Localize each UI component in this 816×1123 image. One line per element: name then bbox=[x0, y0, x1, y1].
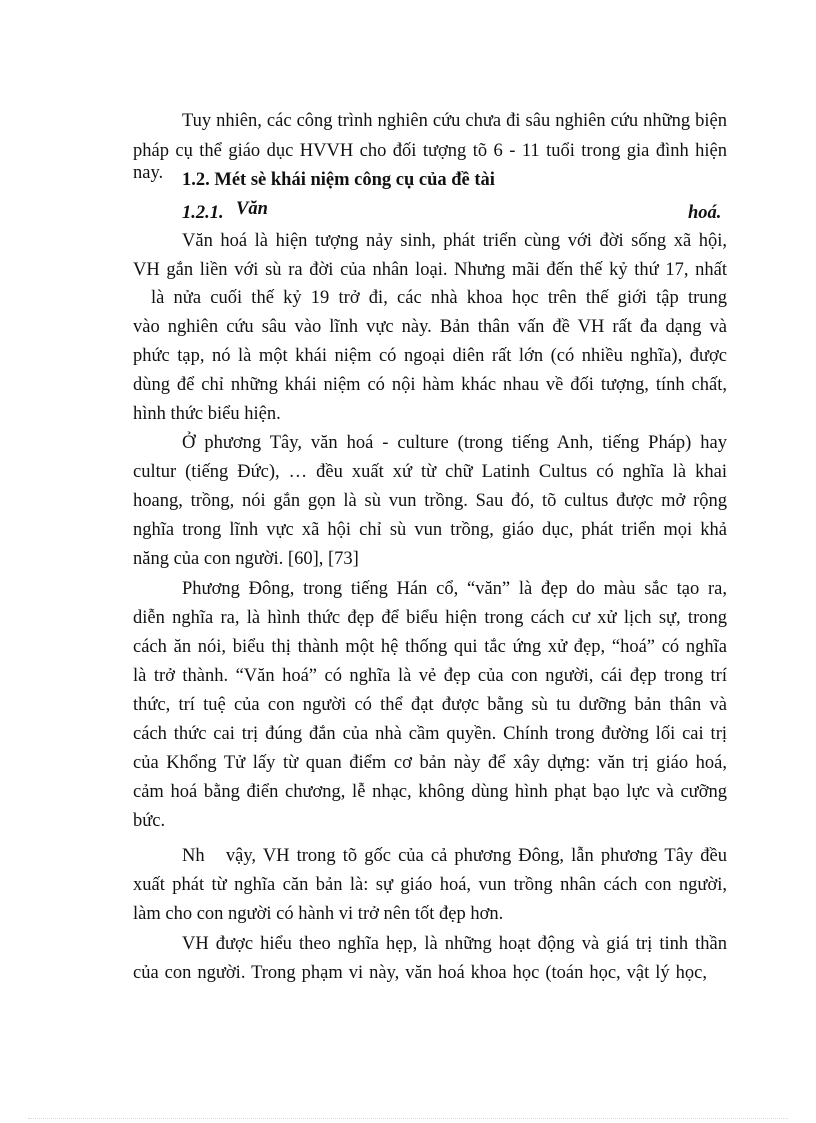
body-text-line: VH gắn liền với sù ra đời của nhân loại. Nhưng mãi đến thế kỷ thứ 17, nhất bbox=[133, 260, 727, 280]
body-text-line: là nửa cuối thế kỷ 19 trở đi, các nhà khoa học trên thế giới tập trung bbox=[151, 288, 727, 308]
body-text-line: thức, trí tuệ của con người có thể đạt được bằng sù tu dưỡng bản thân và bbox=[133, 695, 727, 715]
body-text-line: xuất phát từ nghĩa căn bản là: sự giáo hoá, vun trồng nhân cách con người, bbox=[133, 875, 727, 895]
body-text-line: Nh vậy, VH trong tõ gốc của cả phương Đông, lẫn phương Tây đều bbox=[182, 846, 727, 866]
body-text-line: Phương Đông, trong tiếng Hán cổ, “văn” là đẹp do màu sắc tạo ra, bbox=[182, 579, 727, 599]
page-bottom-divider bbox=[28, 1118, 788, 1119]
body-text-line: làm cho con người có hành vi trở nên tốt đẹp hơn. bbox=[133, 904, 504, 924]
body-text-line: hình thức biểu hiện. bbox=[133, 404, 281, 424]
body-text-line: dùng để chỉ những khái niệm có nội hàm khác nhau về đối tượng, tính chất, bbox=[133, 375, 727, 395]
body-text-line: của Khổng Tử lấy từ quan điểm cơ bản này để xây dựng: văn trị giáo hoá, bbox=[133, 753, 727, 773]
body-text-line: diễn nghĩa ra, là hình thức đẹp để biểu hiện trong cách cư xử lịch sự, trong bbox=[133, 608, 727, 628]
section-heading: 1.2. Mét sè khái niệm công cụ của đề tài bbox=[182, 170, 495, 190]
body-text-line: bức. bbox=[133, 811, 166, 831]
body-text-line: của con người. Trong phạm vi này, văn hoá khoa học (toán học, vật lý học, bbox=[133, 963, 707, 983]
subsection-title-word: hoá. bbox=[688, 203, 722, 223]
body-text-line: vào nghiên cứu sâu vào lĩnh vực này. Bản thân vấn đề VH rất đa dạng và bbox=[133, 317, 727, 337]
body-text-line: cách thức cai trị đúng đắn của nhà cầm quyền. Chính trong đường lối cai trị bbox=[133, 724, 727, 744]
body-text-line: cảm hoá bằng điển chương, lễ nhạc, không dùng hình phạt bạo lực và cưỡng bbox=[133, 782, 727, 802]
body-text-line: Tuy nhiên, các công trình nghiên cứu chưa đi sâu nghiên cứu những biện bbox=[182, 111, 727, 131]
body-text-line: phức tạp, nó là một khái niệm có ngoại diên rất lớn (có nhiều nghĩa), được bbox=[133, 346, 727, 366]
body-text-line: là trở thành. “Văn hoá” có nghĩa là vẻ đẹp của con người, cái đẹp trong trí bbox=[133, 666, 727, 686]
body-text-line: năng của con người. [60], [73] bbox=[133, 549, 359, 569]
body-text-line: pháp cụ thể giáo dục HVVH cho đối tượng tõ 6 - 11 tuổi trong gia đình hiện nay. bbox=[133, 141, 727, 183]
body-text-line: cultur (tiếng Đức), … đều xuất xứ từ chữ Latinh Cultus có nghĩa là khai bbox=[133, 462, 727, 482]
body-text-line: hoang, trồng, nói gắn gọn là sù vun trồng. Sau đó, tõ cultus được mở rộng bbox=[133, 491, 727, 511]
body-text-line: cách ăn nói, biểu thị thành một hệ thống qui tắc ứng xử đẹp, “hoá” có nghĩa bbox=[133, 637, 727, 657]
body-text-line: nghĩa trong lĩnh vực xã hội chỉ sù vun trồng, giáo dục, phát triển mọi khả bbox=[133, 520, 727, 540]
body-text-line: Văn hoá là hiện tượng nảy sinh, phát triển cùng với đời sống xã hội, bbox=[182, 231, 727, 251]
subsection-number: 1.2.1. bbox=[182, 203, 224, 223]
subsection-title-word: Văn bbox=[236, 199, 268, 219]
body-text-line: VH được hiểu theo nghĩa hẹp, là những hoạt động và giá trị tinh thần bbox=[182, 934, 727, 954]
body-text-line: Ở phương Tây, văn hoá - culture (trong tiếng Anh, tiếng Pháp) hay bbox=[182, 433, 727, 453]
